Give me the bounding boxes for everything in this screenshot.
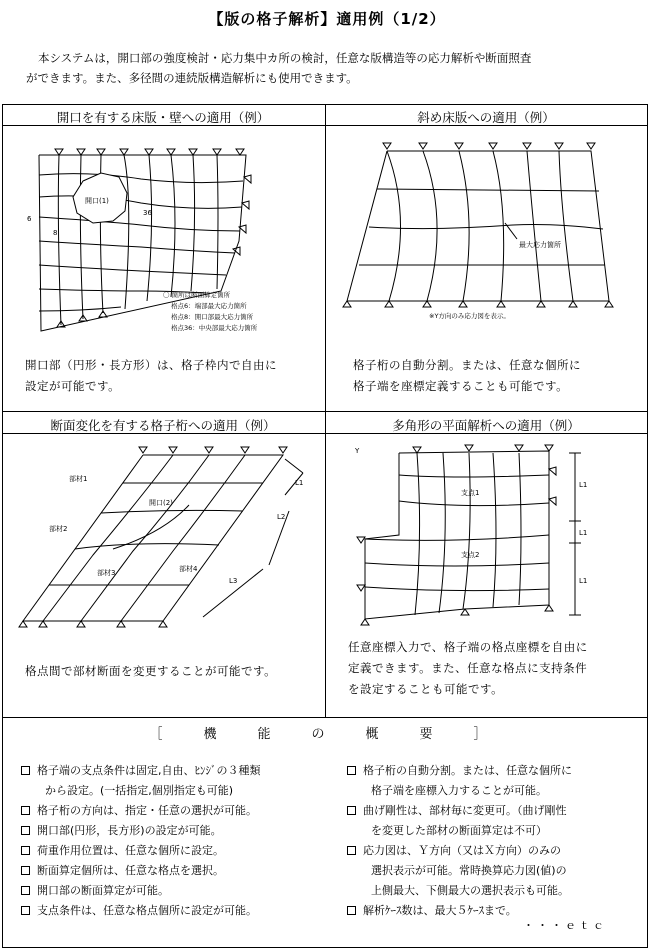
svg-text:6: 6 bbox=[27, 215, 32, 223]
svg-text:開口(2): 開口(2) bbox=[149, 499, 173, 507]
checkbox-icon bbox=[21, 806, 30, 815]
svg-text:部材1: 部材1 bbox=[69, 475, 88, 483]
svg-text:※Y方向のみ応力図を表示。: ※Y方向のみ応力図を表示。 bbox=[429, 312, 510, 320]
functions-list-left bbox=[21, 761, 331, 921]
svg-text:支点2: 支点2 bbox=[461, 551, 480, 559]
svg-text:L1: L1 bbox=[295, 479, 304, 487]
examples-table bbox=[2, 104, 648, 948]
section-1-caption: 開口部（円形・長方形）は、格子枠内で自由に 設定が可能です。 bbox=[25, 358, 277, 393]
list-item: 曲げ剛性は、部材毎に変更可。（曲げ剛性 bbox=[347, 801, 643, 821]
list-item: を変更した部材の断面算定は不可） bbox=[371, 824, 547, 837]
functions-divider bbox=[3, 717, 647, 718]
svg-text:部材3: 部材3 bbox=[97, 569, 116, 577]
page-title: 【版の格子解析】適用例（1/2） bbox=[208, 10, 446, 28]
svg-text:L2: L2 bbox=[277, 513, 286, 521]
svg-text:格点36：中央部最大応力箇所: 格点36：中央部最大応力箇所 bbox=[171, 324, 258, 332]
svg-text:格点6：端部最大応力箇所: 格点6：端部最大応力箇所 bbox=[171, 302, 247, 310]
skew-slab-diagram bbox=[333, 141, 643, 331]
list-item: 選択表示が可能。常時換算応力図(値)の bbox=[371, 864, 567, 877]
svg-text:支点1: 支点1 bbox=[461, 489, 480, 497]
checkbox-icon bbox=[21, 886, 30, 895]
opening-slab-diagram bbox=[21, 141, 321, 337]
list-item: から設定。(一括指定,個別指定も可能) bbox=[45, 784, 234, 797]
checkbox-icon bbox=[21, 906, 30, 915]
checkbox-icon bbox=[21, 846, 30, 855]
checkbox-icon bbox=[21, 826, 30, 835]
list-item: 断面算定個所は、任意な格点を選択。 bbox=[21, 861, 331, 881]
section-2-title: 斜め床版への適用（例） bbox=[417, 110, 555, 125]
checkbox-icon bbox=[347, 766, 356, 775]
svg-text:格点8：開口部最大応力箇所: 格点8：開口部最大応力箇所 bbox=[171, 313, 254, 321]
svg-text:L1: L1 bbox=[579, 529, 588, 537]
svg-text:L1: L1 bbox=[579, 481, 588, 489]
list-item: 格子端の支点条件は固定,自由、ﾋﾝｼﾞの３種類 bbox=[21, 761, 331, 781]
variable-section-diagram bbox=[13, 445, 313, 635]
list-item: 格子端を座標入力することが可能。 bbox=[371, 784, 547, 797]
list-item: 支点条件は、任意な格点個所に設定が可能。 bbox=[21, 901, 331, 921]
svg-text:36: 36 bbox=[143, 209, 152, 217]
etc-text: ・・・ｅｔｃ bbox=[523, 919, 607, 932]
checkbox-icon bbox=[21, 866, 30, 875]
list-item: 開口部(円形，長方形)の設定が可能。 bbox=[21, 821, 331, 841]
list-item: 上側最大、下側最大の選択表示も可能。 bbox=[371, 884, 569, 897]
intro-paragraph bbox=[26, 48, 636, 88]
checkbox-icon bbox=[347, 806, 356, 815]
list-item: 解析ｹｰｽ数は、最大５ｹｰｽまで。 bbox=[347, 901, 643, 921]
svg-text:Y: Y bbox=[355, 447, 360, 455]
checkbox-icon bbox=[21, 766, 30, 775]
intro-line-1: 本システムは，開口部の強度検討・応力集中カ所の検討，任意な版構造等の応力解析や断面照査 bbox=[38, 51, 532, 65]
checkbox-icon bbox=[347, 846, 356, 855]
svg-text:〇 箇所は断面算定箇所: 〇 箇所は断面算定箇所 bbox=[163, 291, 231, 299]
polygon-plane-diagram bbox=[353, 439, 613, 629]
list-item: 荷重作用位置は、任意な個所に設定。 bbox=[21, 841, 331, 861]
checkbox-icon bbox=[347, 906, 356, 915]
svg-text:部材4: 部材4 bbox=[179, 565, 198, 573]
svg-text:部材2: 部材2 bbox=[49, 525, 68, 533]
svg-text:8: 8 bbox=[53, 229, 58, 237]
section-3-title: 断面変化を有する格子桁への適用（例） bbox=[50, 418, 276, 433]
svg-text:開口(1): 開口(1) bbox=[85, 197, 109, 205]
section-4-caption: 任意座標入力で、格子端の格点座標を自由に 定義できます。また、任意な格点に支持条件 を設定することも可能です。 bbox=[348, 640, 588, 696]
svg-text:最大応力箇所: 最大応力箇所 bbox=[519, 241, 561, 249]
svg-text:L1: L1 bbox=[579, 577, 588, 585]
intro-line-2: ができます。また、多径間の連続版構造解析にも使用できます。 bbox=[26, 71, 358, 85]
list-item: 開口部の断面算定が可能。 bbox=[21, 881, 331, 901]
section-4-title: 多角形の平面解析への適用（例） bbox=[392, 418, 580, 433]
section-1-title: 開口を有する床版・壁への適用（例） bbox=[56, 110, 270, 125]
section-3-caption: 格点間で部材断面を変更することが可能です。 bbox=[25, 664, 277, 678]
svg-text:L3: L3 bbox=[229, 577, 238, 585]
functions-list-right bbox=[347, 761, 643, 921]
list-item: 応力図は、Ｙ方向（又はＸ方向）のみの bbox=[347, 841, 643, 861]
functions-title: ［ 機 能 の 概 要 ］ bbox=[149, 727, 501, 742]
list-item: 格子桁の自動分割。または、任意な個所に bbox=[347, 761, 643, 781]
section-2-caption: 格子桁の自動分割。または、任意な個所に 格子端を座標定義することも可能です。 bbox=[353, 358, 581, 393]
row-divider bbox=[3, 411, 647, 412]
list-item: 格子桁の方向は、指定・任意の選択が可能。 bbox=[21, 801, 331, 821]
